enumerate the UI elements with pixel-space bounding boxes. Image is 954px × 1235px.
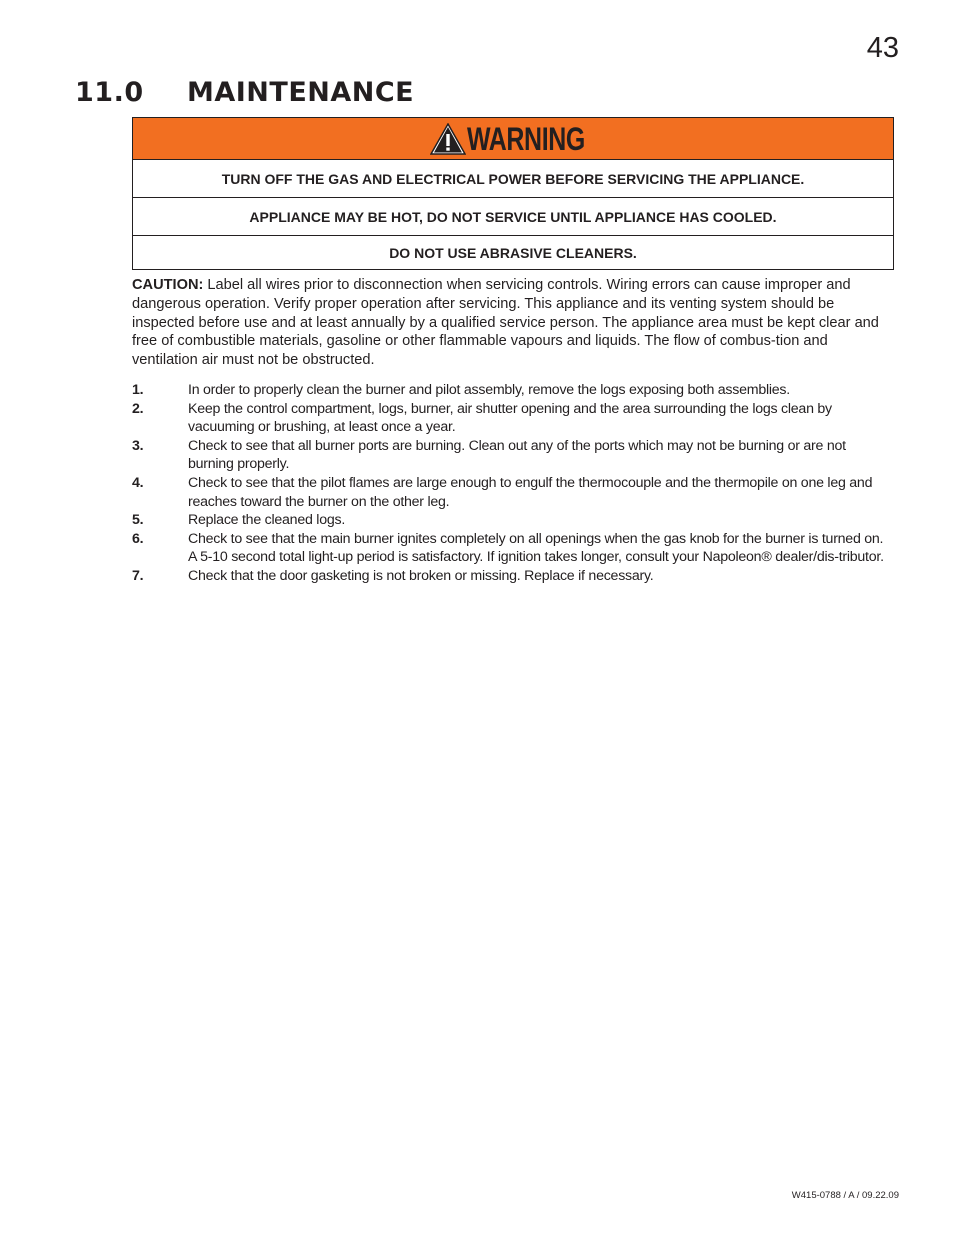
list-item <box>132 474 892 511</box>
warning-line: TURN OFF THE GAS AND ELECTRICAL POWER BEFORE SERVICING THE APPLIANCE. <box>133 160 893 198</box>
caution-label: CAUTION: <box>132 277 204 293</box>
section-number: 11.0 <box>75 77 144 108</box>
step-text: Check to see that the main burner ignites completely on all openings when the gas knob for the burner is turned on. A 5-10 second total light-up period is satisfactory. If ignition takes longer, consult your Napoleon® dealer/dis-tributor. <box>188 530 884 566</box>
warning-line: APPLIANCE MAY BE HOT, DO NOT SERVICE UNTIL APPLIANCE HAS COOLED. <box>133 198 893 236</box>
section-title <box>75 77 414 108</box>
list-item <box>132 400 892 437</box>
step-text: In order to properly clean the burner and pilot assembly, remove the logs exposing both assemblies. <box>188 382 790 398</box>
step-text: Check to see that all burner ports are burning. Clean out any of the ports which may not be burning or are not burning properly. <box>188 437 846 473</box>
step-number: 3. <box>132 437 144 454</box>
warning-header <box>133 118 893 160</box>
step-text: Keep the control compartment, logs, burner, air shutter opening and the area surrounding the logs clean by vacuuming or brushing, at least once a year. <box>188 400 832 436</box>
document-code: W415-0788 / A / 09.22.09 <box>791 1190 899 1201</box>
section-heading: MAINTENANCE <box>187 77 415 108</box>
step-number: 1. <box>132 382 144 398</box>
warning-line: DO NOT USE ABRASIVE CLEANERS. <box>389 244 637 261</box>
step-number: 5. <box>132 512 144 529</box>
step-text: Check to see that the pilot flames are large enough to engulf the thermocouple and the thermopile on one leg and reaches toward the burner on the other leg. <box>188 474 873 510</box>
list-item <box>132 567 892 586</box>
step-text: Replace the cleaned logs. <box>188 512 346 529</box>
step-number: 2. <box>132 400 144 417</box>
step-number: 6. <box>132 530 144 547</box>
list-item <box>132 511 892 530</box>
caution-text: Label all wires prior to disconnection when servicing controls. Wiring errors can cause improper and dangerous operation. Verify proper operation after servicing. This appliance and its venting system should be inspected before use and at least annually by a qualified service person. The appliance area must be kept clear and free of combustible materials, gasoline or other flammable vapours and liquids. The flow of combus-tion and ventilation air must not be obstructed. <box>132 277 879 369</box>
warning-triangle-icon <box>430 123 466 155</box>
warning-box <box>132 117 894 270</box>
list-item <box>132 530 892 567</box>
step-text: Check that the door gasketing is not broken or missing. Replace if necessary. <box>188 567 654 584</box>
warning-title: WARNING <box>466 121 585 157</box>
step-number: 4. <box>132 474 144 491</box>
maintenance-steps <box>132 381 892 586</box>
list-item <box>132 381 892 400</box>
caution-paragraph <box>132 276 896 370</box>
page-number: 43 <box>866 32 899 64</box>
list-item <box>132 437 892 474</box>
step-number: 7. <box>132 567 144 584</box>
